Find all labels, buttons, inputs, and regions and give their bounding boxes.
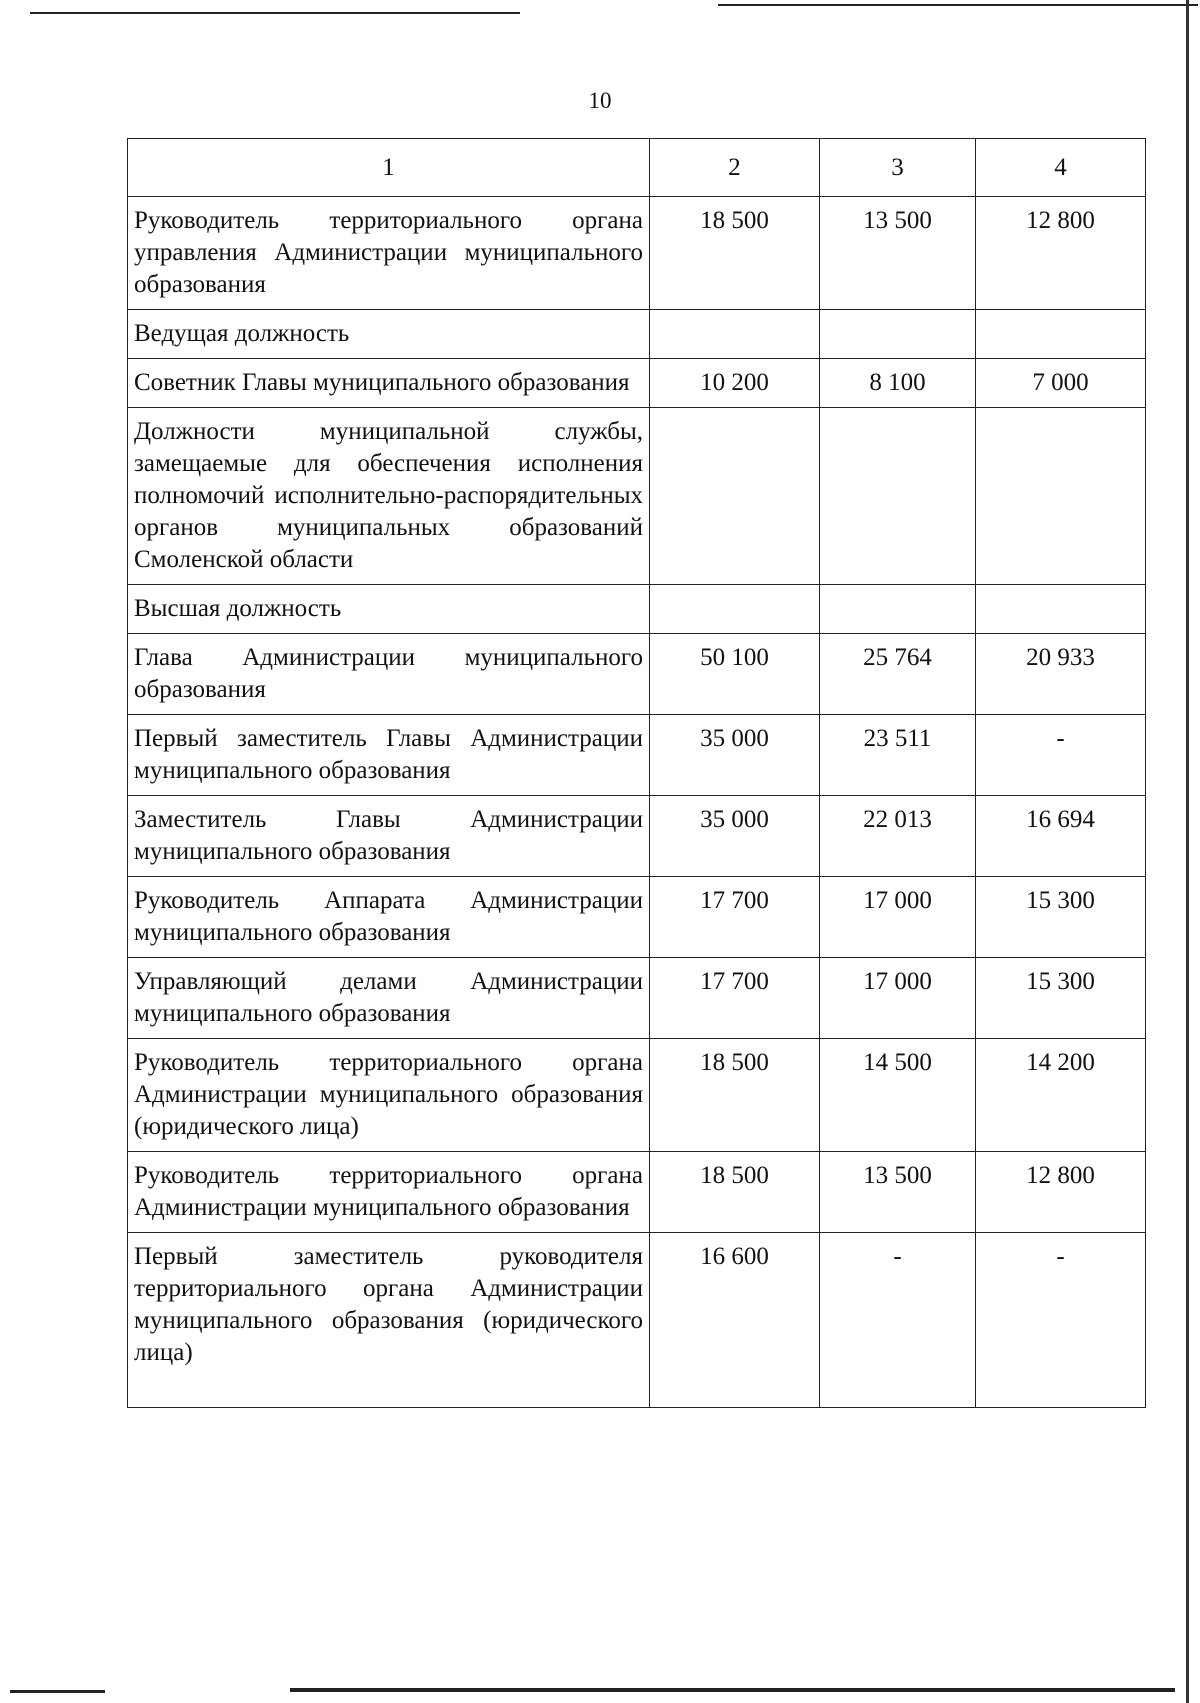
position-name: Руководитель территориального органа Администрации муниципального образования (юридического лица): [128, 1039, 650, 1152]
header-cell: 2: [650, 139, 820, 197]
scan-line-bottom: [290, 1688, 1175, 1692]
value-col4: 15 300: [976, 877, 1146, 958]
value-col2: 16 600: [650, 1233, 820, 1408]
position-name: Должности муниципальной службы, замещаемые для обеспечения исполнения полномочий исполнительно-распорядительных органов муниципальных образований Смоленской области: [128, 408, 650, 585]
table-row: [128, 877, 1146, 958]
value-col4: 14 200: [976, 1039, 1146, 1152]
table-row: [128, 958, 1146, 1039]
table-row: [128, 1039, 1146, 1152]
position-name: Глава Администрации муниципального образования: [128, 634, 650, 715]
table-row: [128, 715, 1146, 796]
value-col4: 15 300: [976, 958, 1146, 1039]
position-name: Руководитель Аппарата Администрации муниципального образования: [128, 877, 650, 958]
value-col4: 12 800: [976, 1152, 1146, 1233]
value-col4: [976, 408, 1146, 585]
value-col2: [650, 408, 820, 585]
value-col4: 7 000: [976, 359, 1146, 408]
table-row: [128, 796, 1146, 877]
position-name: Управляющий делами Администрации муниципального образования: [128, 958, 650, 1039]
value-col2: 35 000: [650, 715, 820, 796]
position-name: Первый заместитель Главы Администрации муниципального образования: [128, 715, 650, 796]
value-col3: 17 000: [820, 877, 976, 958]
header-cell: 3: [820, 139, 976, 197]
value-col3: [820, 408, 976, 585]
value-col2: 18 500: [650, 1152, 820, 1233]
value-col2: 17 700: [650, 958, 820, 1039]
header-cell: 4: [976, 139, 1146, 197]
value-col2: 18 500: [650, 1039, 820, 1152]
scan-line-bottom-left: [10, 1690, 105, 1693]
value-col2: 10 200: [650, 359, 820, 408]
value-col4: [976, 585, 1146, 634]
position-name: Первый заместитель руководителя территориального органа Администрации муниципального образования (юридического лица): [128, 1233, 650, 1408]
value-col2: 17 700: [650, 877, 820, 958]
table-header-row: [128, 139, 1146, 197]
position-name: Руководитель территориального органа Администрации муниципального образования: [128, 1152, 650, 1233]
value-col4: 12 800: [976, 197, 1146, 310]
salary-table: [127, 138, 1146, 1408]
header-cell: 1: [128, 139, 650, 197]
position-name: Советник Главы муниципального образования: [128, 359, 650, 408]
table-row: [128, 1152, 1146, 1233]
table-row: [128, 1233, 1146, 1408]
value-col3: 22 013: [820, 796, 976, 877]
value-col3: 17 000: [820, 958, 976, 1039]
table-row: [128, 310, 1146, 359]
position-name: Ведущая должность: [128, 310, 650, 359]
value-col2: [650, 585, 820, 634]
position-name: Руководитель территориального органа управления Администрации муниципального образования: [128, 197, 650, 310]
value-col3: 8 100: [820, 359, 976, 408]
value-col3: [820, 310, 976, 359]
value-col3: 13 500: [820, 1152, 976, 1233]
table-row: [128, 359, 1146, 408]
value-col2: 18 500: [650, 197, 820, 310]
value-col4: 20 933: [976, 634, 1146, 715]
value-col3: [820, 585, 976, 634]
value-col3: 23 511: [820, 715, 976, 796]
value-col2: [650, 310, 820, 359]
value-col4: -: [976, 1233, 1146, 1408]
value-col3: 13 500: [820, 197, 976, 310]
value-col3: -: [820, 1233, 976, 1408]
scan-line-top-right: [718, 4, 1198, 6]
value-col2: 35 000: [650, 796, 820, 877]
value-col2: 50 100: [650, 634, 820, 715]
position-name: Заместитель Главы Администрации муниципального образования: [128, 796, 650, 877]
value-col4: [976, 310, 1146, 359]
scan-line-top-left: [30, 12, 520, 14]
table-row: [128, 408, 1146, 585]
value-col4: -: [976, 715, 1146, 796]
table-row: [128, 634, 1146, 715]
value-col4: 16 694: [976, 796, 1146, 877]
position-name: Высшая должность: [128, 585, 650, 634]
page-number: 10: [588, 88, 612, 113]
table-row: [128, 585, 1146, 634]
value-col3: 25 764: [820, 634, 976, 715]
scan-edge-right: [1186, 0, 1189, 1703]
value-col3: 14 500: [820, 1039, 976, 1152]
table-row: [128, 197, 1146, 310]
